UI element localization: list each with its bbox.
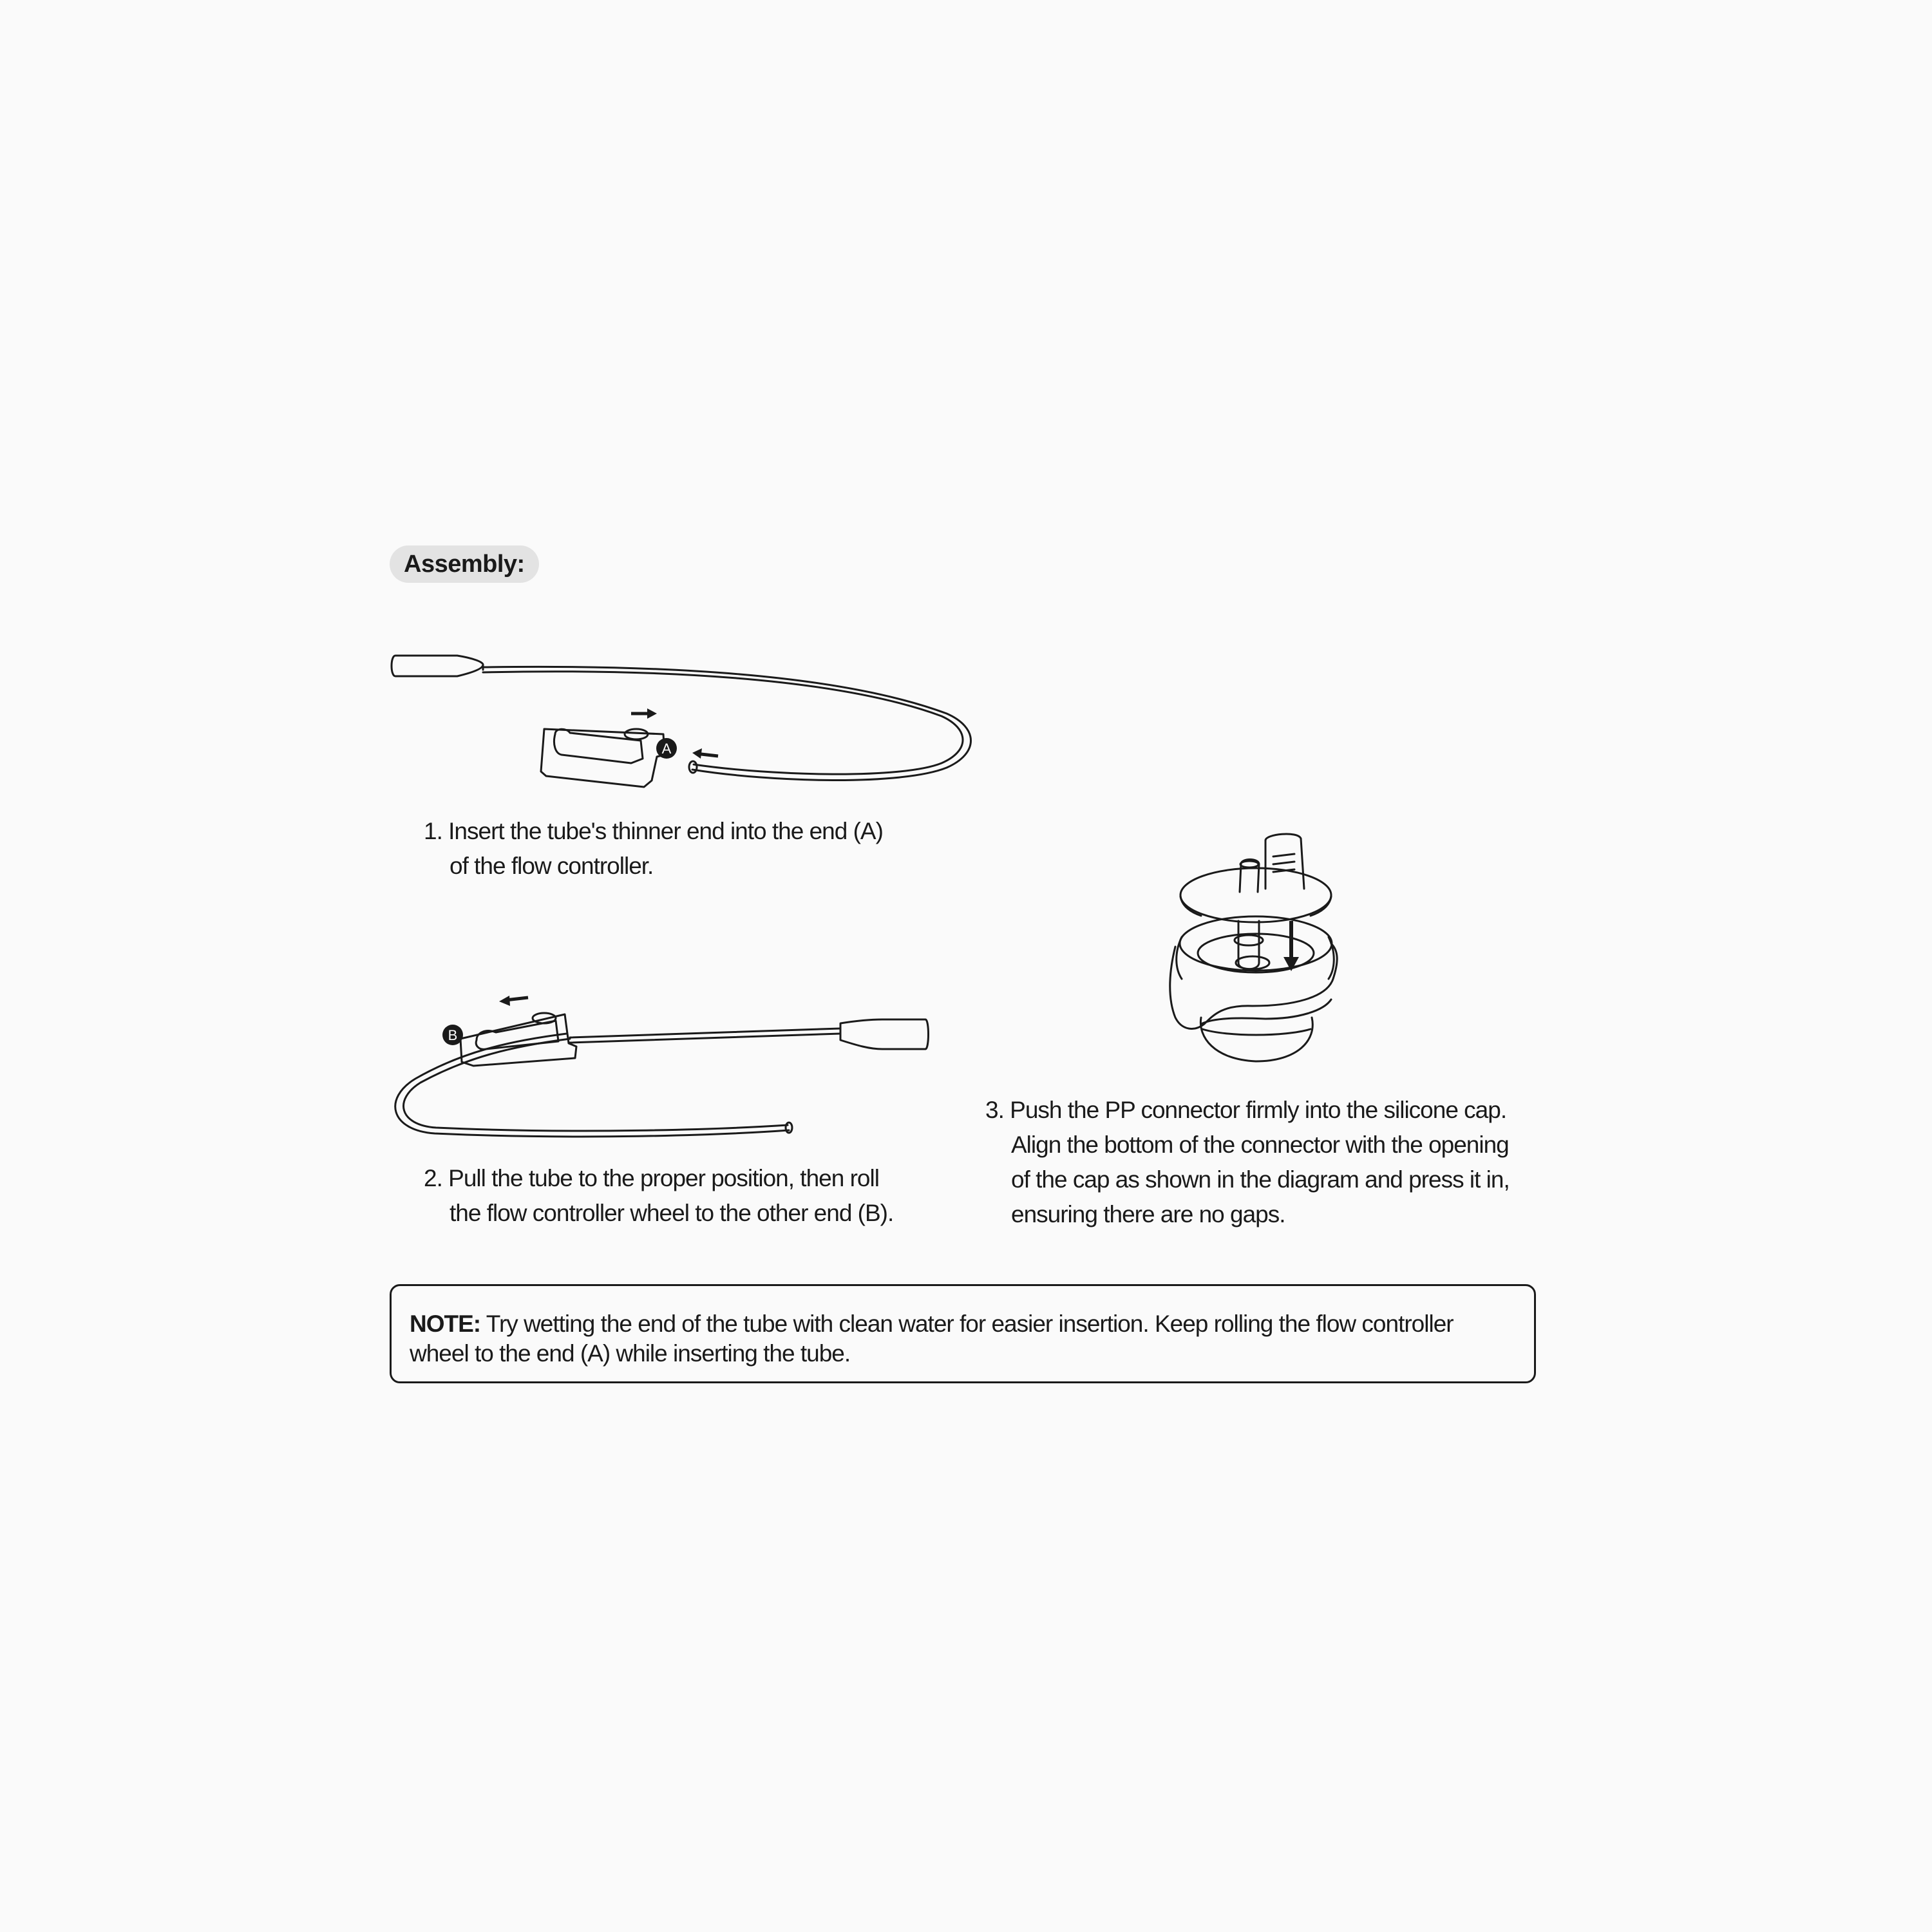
mouthpiece-shape	[392, 656, 483, 676]
connector-tab	[1265, 834, 1304, 889]
step-1-text	[424, 814, 883, 884]
step-2-line-1: Pull the tube to the proper position, then roll	[448, 1165, 879, 1191]
silicone-cap-bottom	[1200, 1018, 1312, 1061]
tube-end	[786, 1122, 792, 1133]
arrow-right-icon	[647, 708, 657, 719]
step-2-line-2: the flow controller wheel to the other end (B).	[450, 1200, 894, 1226]
step-3-number: 3.	[985, 1097, 1004, 1123]
step-2-text	[424, 1161, 893, 1231]
step-1-line-1: Insert the tube's thinner end into the end (A)	[448, 818, 883, 844]
tube-path	[395, 1034, 789, 1137]
arrow-left-icon	[499, 996, 510, 1006]
step-3-line-2: Align the bottom of the connector with the opening	[1011, 1132, 1509, 1158]
step-3-line-1: Push the PP connector firmly into the silicone cap.	[1010, 1097, 1507, 1123]
mouthpiece-shape	[840, 1019, 929, 1049]
connector-nozzle	[1240, 860, 1259, 893]
step-3-line-3: of the cap as shown in the diagram and press it in,	[1011, 1166, 1510, 1193]
step-3-line-4: ensuring there are no gaps.	[1011, 1201, 1285, 1227]
step-1-number: 1.	[424, 818, 442, 844]
step1-illustration	[386, 644, 966, 799]
step3-illustration	[1162, 824, 1349, 1075]
note-box	[390, 1284, 1536, 1383]
step-3-text	[985, 1093, 1510, 1232]
marker-b-label: B	[448, 1027, 458, 1043]
section-badge-assembly: Assembly:	[390, 545, 539, 583]
note-label: NOTE:	[410, 1311, 481, 1337]
step-2-number: 2.	[424, 1165, 442, 1191]
note-text: Try wetting the end of the tube with clean water for easier insertion. Keep rolling the flow controller wheel to the end (A) while inserting the tube.	[410, 1311, 1454, 1367]
arrow-left-icon	[692, 748, 702, 759]
connector-disc	[1180, 868, 1331, 922]
marker-a-label: A	[661, 741, 672, 757]
step2-illustration	[383, 982, 963, 1150]
step-1-line-2: of the flow controller.	[450, 853, 654, 879]
tube-thin-end	[689, 761, 697, 773]
tube-path	[483, 665, 971, 781]
